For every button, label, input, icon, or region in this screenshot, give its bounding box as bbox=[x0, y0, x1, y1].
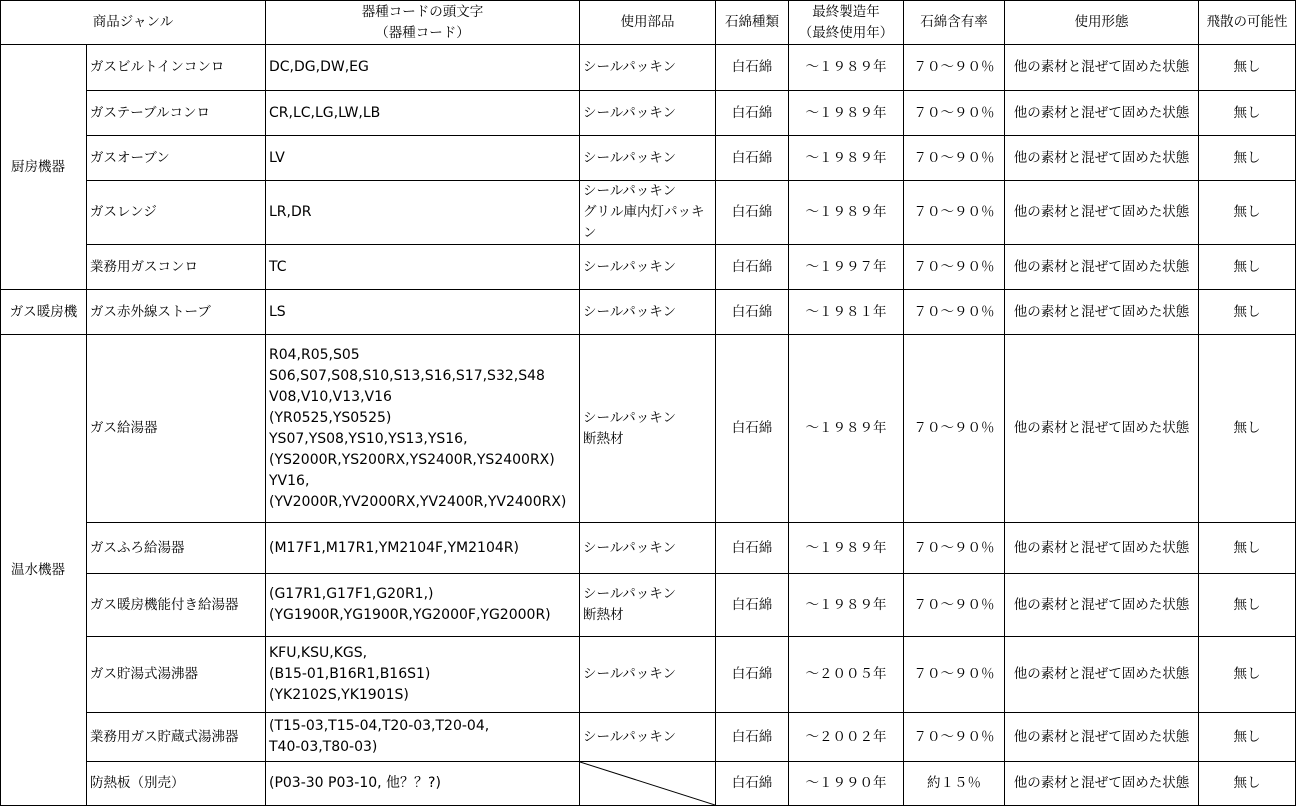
year-cell: ～１９９０年 bbox=[789, 762, 904, 806]
form-cell: 他の素材と混ぜて固めた状態 bbox=[1005, 91, 1199, 136]
content-cell: ７０～９０％ bbox=[904, 245, 1005, 290]
form-cell: 他の素材と混ぜて固めた状態 bbox=[1005, 245, 1199, 290]
product-cell: ガス給湯器 bbox=[87, 335, 266, 523]
header-genre: 商品ジャンル bbox=[1, 1, 266, 45]
scatter-cell: 無し bbox=[1199, 637, 1296, 713]
table-row bbox=[1, 335, 1296, 523]
part-cell: シールパッキン 断熱材 bbox=[580, 335, 716, 523]
table-row bbox=[1, 45, 1296, 91]
product-cell: ガステーブルコンロ bbox=[87, 91, 266, 136]
form-cell: 他の素材と混ぜて固めた状態 bbox=[1005, 181, 1199, 245]
type-cell: 白石綿 bbox=[716, 290, 789, 335]
diagonal-slash-icon bbox=[580, 762, 715, 805]
table-row bbox=[1, 762, 1296, 806]
form-cell: 他の素材と混ぜて固めた状態 bbox=[1005, 290, 1199, 335]
content-cell: ７０～９０％ bbox=[904, 523, 1005, 574]
part-cell: シールパッキン bbox=[580, 136, 716, 181]
year-cell: ～１９９７年 bbox=[789, 245, 904, 290]
form-cell: 他の素材と混ぜて固めた状態 bbox=[1005, 574, 1199, 637]
year-cell: ～１９８９年 bbox=[789, 45, 904, 91]
content-cell: 約１５％ bbox=[904, 762, 1005, 806]
form-cell: 他の素材と混ぜて固めた状態 bbox=[1005, 523, 1199, 574]
product-cell: ガスビルトインコンロ bbox=[87, 45, 266, 91]
part-cell: シールパッキン bbox=[580, 45, 716, 91]
type-cell: 白石綿 bbox=[716, 762, 789, 806]
code-cell: TC bbox=[266, 245, 580, 290]
part-cell-empty bbox=[580, 762, 716, 806]
code-cell: R04,R05,S05 S06,S07,S08,S10,S13,S16,S17,S32,S48 V08,V10,V13,V16 (YR0525,YS0525) YS07,YS08,YS10,YS13,YS16, (YS2000R,YS200RX,YS2400R,YS2400RX) YV16, (YV2000R,YV2000RX,YV2400R,YV2400RX) bbox=[266, 335, 580, 523]
scatter-cell: 無し bbox=[1199, 91, 1296, 136]
table-row bbox=[1, 574, 1296, 637]
content-cell: ７０～９０％ bbox=[904, 91, 1005, 136]
type-cell: 白石綿 bbox=[716, 523, 789, 574]
year-cell: ～１９８９年 bbox=[789, 181, 904, 245]
content-cell: ７０～９０％ bbox=[904, 290, 1005, 335]
part-cell: シールパッキン bbox=[580, 245, 716, 290]
group-heater: ガス暖房機 bbox=[1, 290, 87, 335]
form-cell: 他の素材と混ぜて固めた状態 bbox=[1005, 335, 1199, 523]
part-cell: シールパッキン bbox=[580, 637, 716, 713]
scatter-cell: 無し bbox=[1199, 523, 1296, 574]
scatter-cell: 無し bbox=[1199, 45, 1296, 91]
form-cell: 他の素材と混ぜて固めた状態 bbox=[1005, 713, 1199, 762]
year-cell: ～１９８１年 bbox=[789, 290, 904, 335]
header-scatter: 飛散の可能性 bbox=[1199, 1, 1296, 45]
product-cell: ガス暖房機能付き給湯器 bbox=[87, 574, 266, 637]
table-row bbox=[1, 523, 1296, 574]
form-cell: 他の素材と混ぜて固めた状態 bbox=[1005, 637, 1199, 713]
code-cell: KFU,KSU,KGS, (B15-01,B16R1,B16S1) (YK2102S,YK1901S) bbox=[266, 637, 580, 713]
code-cell: (P03-30 P03-10, 他？？?) bbox=[266, 762, 580, 806]
product-cell: 防熱板（別売） bbox=[87, 762, 266, 806]
header-last-year-line2: （最終使用年） bbox=[798, 24, 894, 41]
type-cell: 白石綿 bbox=[716, 245, 789, 290]
type-cell: 白石綿 bbox=[716, 637, 789, 713]
form-cell: 他の素材と混ぜて固めた状態 bbox=[1005, 762, 1199, 806]
scatter-cell: 無し bbox=[1199, 574, 1296, 637]
type-cell: 白石綿 bbox=[716, 574, 789, 637]
part-cell: シールパッキン 断熱材 bbox=[580, 574, 716, 637]
content-cell: ７０～９０％ bbox=[904, 181, 1005, 245]
year-cell: ～１９８９年 bbox=[789, 335, 904, 523]
code-cell: DC,DG,DW,EG bbox=[266, 45, 580, 91]
code-cell: (T15-03,T15-04,T20-03,T20-04, T40-03,T80-03) bbox=[266, 713, 580, 762]
year-cell: ～１９８９年 bbox=[789, 523, 904, 574]
header-row bbox=[1, 1, 1296, 45]
type-cell: 白石綿 bbox=[716, 335, 789, 523]
year-cell: ～２００５年 bbox=[789, 637, 904, 713]
code-cell: CR,LC,LG,LW,LB bbox=[266, 91, 580, 136]
group-label: 厨房機器 bbox=[11, 158, 65, 175]
product-cell: ガスふろ給湯器 bbox=[87, 523, 266, 574]
header-form: 使用形態 bbox=[1005, 1, 1199, 45]
table-row bbox=[1, 713, 1296, 762]
type-cell: 白石綿 bbox=[716, 136, 789, 181]
header-asbestos-type: 石綿種類 bbox=[716, 1, 789, 45]
product-cell: ガスレンジ bbox=[87, 181, 266, 245]
header-content: 石綿含有率 bbox=[904, 1, 1005, 45]
type-cell: 白石綿 bbox=[716, 91, 789, 136]
scatter-cell: 無し bbox=[1199, 181, 1296, 245]
type-cell: 白石綿 bbox=[716, 181, 789, 245]
part-cell: シールパッキン bbox=[580, 523, 716, 574]
scatter-cell: 無し bbox=[1199, 713, 1296, 762]
part-cell: シールパッキン bbox=[580, 290, 716, 335]
code-cell: (G17R1,G17F1,G20R1,) (YG1900R,YG1900R,YG2000F,YG2000R) bbox=[266, 574, 580, 637]
group-kitchen bbox=[1, 45, 87, 290]
product-cell: ガスオーブン bbox=[87, 136, 266, 181]
scatter-cell: 無し bbox=[1199, 136, 1296, 181]
type-cell: 白石綿 bbox=[716, 713, 789, 762]
header-last-year-line1: 最終製造年 bbox=[812, 3, 880, 20]
part-cell: シールパッキン bbox=[580, 713, 716, 762]
part-cell: シールパッキン グリル庫内灯パッキン bbox=[580, 181, 716, 245]
scatter-cell: 無し bbox=[1199, 335, 1296, 523]
product-cell: 業務用ガス貯蔵式湯沸器 bbox=[87, 713, 266, 762]
form-cell: 他の素材と混ぜて固めた状態 bbox=[1005, 45, 1199, 91]
content-cell: ７０～９０％ bbox=[904, 335, 1005, 523]
code-cell: LR,DR bbox=[266, 181, 580, 245]
table-row bbox=[1, 181, 1296, 245]
table-row bbox=[1, 91, 1296, 136]
group-water bbox=[1, 335, 87, 806]
scatter-cell: 無し bbox=[1199, 245, 1296, 290]
content-cell: ７０～９０％ bbox=[904, 713, 1005, 762]
product-cell: ガス貯湯式湯沸器 bbox=[87, 637, 266, 713]
table-row bbox=[1, 245, 1296, 290]
table-row bbox=[1, 637, 1296, 713]
type-cell: 白石綿 bbox=[716, 45, 789, 91]
form-cell: 他の素材と混ぜて固めた状態 bbox=[1005, 136, 1199, 181]
content-cell: ７０～９０％ bbox=[904, 136, 1005, 181]
table-row bbox=[1, 290, 1296, 335]
scatter-cell: 無し bbox=[1199, 290, 1296, 335]
product-cell: ガス赤外線ストーブ bbox=[87, 290, 266, 335]
header-code bbox=[266, 1, 580, 45]
product-cell: 業務用ガスコンロ bbox=[87, 245, 266, 290]
header-code-line2: （器種コード） bbox=[375, 24, 470, 41]
year-cell: ～１９８９年 bbox=[789, 574, 904, 637]
table-row bbox=[1, 136, 1296, 181]
year-cell: ～１９８９年 bbox=[789, 136, 904, 181]
header-last-year bbox=[789, 1, 904, 45]
code-cell: (M17F1,M17R1,YM2104F,YM2104R) bbox=[266, 523, 580, 574]
code-cell: LV bbox=[266, 136, 580, 181]
header-code-line1: 器種コードの頭文字 bbox=[361, 3, 484, 20]
content-cell: ７０～９０％ bbox=[904, 574, 1005, 637]
year-cell: ～２００２年 bbox=[789, 713, 904, 762]
header-part: 使用部品 bbox=[580, 1, 716, 45]
group-label: 温水機器 bbox=[11, 561, 65, 578]
part-cell: シールパッキン bbox=[580, 91, 716, 136]
scatter-cell: 無し bbox=[1199, 762, 1296, 806]
code-cell: LS bbox=[266, 290, 580, 335]
year-cell: ～１９８９年 bbox=[789, 91, 904, 136]
content-cell: ７０～９０％ bbox=[904, 637, 1005, 713]
content-cell: ７０～９０％ bbox=[904, 45, 1005, 91]
